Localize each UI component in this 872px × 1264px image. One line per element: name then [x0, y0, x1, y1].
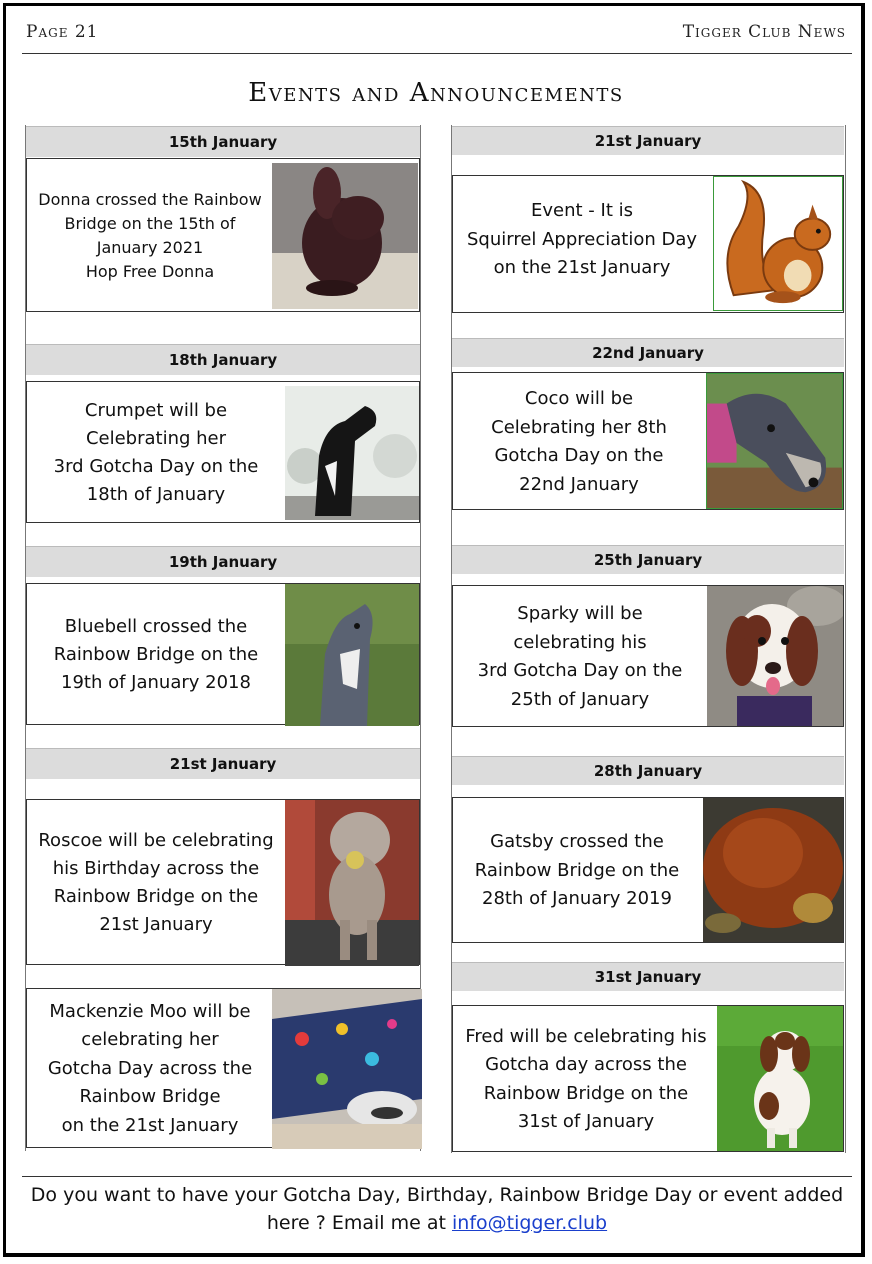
event-text: Event - It is Squirrel Appreciation Day on the 21st January [466, 200, 698, 279]
event-text: Roscoe will be celebrating his Birthday across the Rainbow Bridge on the 21st January [38, 830, 274, 935]
greyhound-photo [285, 584, 419, 726]
spaniel-photo [707, 586, 843, 726]
right-column-border [845, 125, 846, 1153]
event-card [452, 372, 844, 510]
event-card [452, 585, 844, 727]
header-rule [22, 53, 852, 54]
event-date-bar: 19th January [26, 546, 420, 577]
event-date-bar: 22nd January [452, 338, 844, 367]
rabbit-photo [272, 163, 418, 309]
spaniel-photo [717, 1006, 843, 1151]
event-date-bar: 28th January [452, 756, 844, 785]
event-card [26, 158, 420, 312]
event-text: Mackenzie Moo will be celebrating her Gotcha Day across the Rainbow Bridge on the 21st January [47, 1000, 253, 1136]
event-date-bar: 18th January [26, 344, 420, 375]
event-date-bar: 21st January [26, 748, 420, 779]
footer-text: Do you want to have your Gotcha Day, Birthday, Rainbow Bridge Day or event added here ? Email me at [30, 1184, 844, 1234]
event-card [452, 175, 844, 313]
event-text: Gatsby crossed the Rainbow Bridge on the 28th of January 2019 [474, 831, 680, 910]
greyhound-photo [285, 386, 419, 520]
sleeping-dog-photo [272, 989, 422, 1149]
email-link[interactable]: info@tigger.club [452, 1212, 608, 1234]
spaniel-photo [703, 798, 843, 942]
event-date-bar: 25th January [452, 545, 844, 574]
greyhound-photo [706, 373, 843, 509]
event-date-bar: 15th January [26, 126, 420, 157]
squirrel-illustration [713, 176, 843, 311]
page-number: Page 21 [26, 22, 99, 42]
event-card [452, 797, 844, 943]
event-card [452, 1005, 844, 1152]
event-date-bar: 31st January [452, 962, 844, 991]
event-text: Bluebell crossed the Rainbow Bridge on the 19th of January 2018 [53, 616, 259, 693]
event-text: Coco will be Celebrating her 8th Gotcha Day on the 22nd January [491, 388, 667, 495]
page-title: Events and Announcements [248, 78, 624, 108]
footer-rule [22, 1176, 852, 1177]
footer-message [22, 1181, 852, 1237]
event-text: Fred will be celebrating his Gotcha day across the Rainbow Bridge on the 31st of January [465, 1025, 707, 1132]
event-card [26, 381, 420, 523]
event-text: Donna crossed the Rainbow Bridge on the 15th of January 2021 Hop Free Donna [38, 190, 262, 281]
poodle-photo [285, 800, 419, 966]
event-date-bar: 21st January [452, 126, 844, 155]
newsletter-name: Tigger Club News [682, 22, 846, 42]
event-text: Sparky will be celebrating his 3rd Gotcha Day on the 25th of January [477, 603, 683, 710]
event-card [26, 988, 420, 1148]
event-text: Crumpet will be Celebrating her 3rd Gotcha Day on the 18th of January [53, 400, 259, 505]
event-card [26, 583, 420, 725]
event-card [26, 799, 420, 965]
